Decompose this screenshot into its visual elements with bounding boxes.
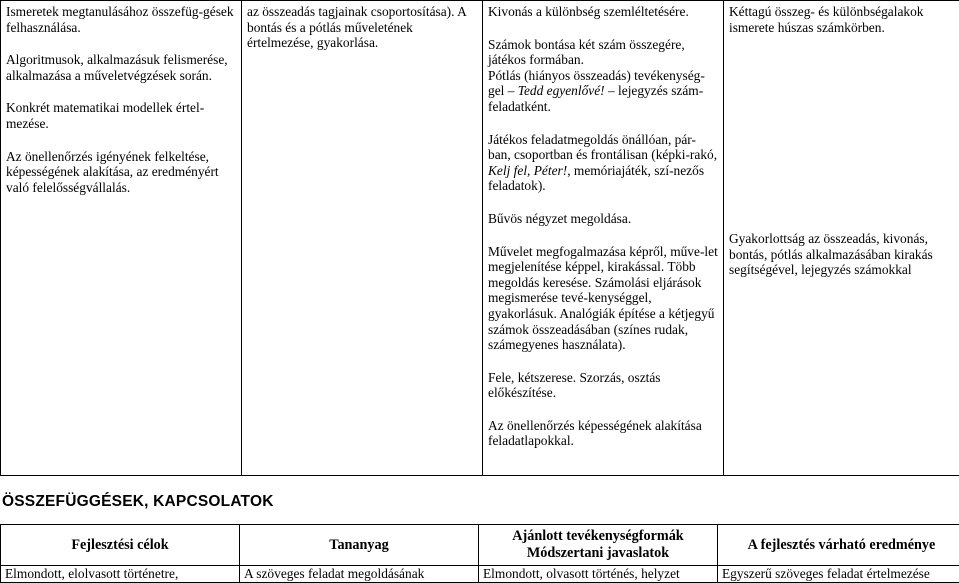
section-heading: ÖSSZEFÜGGÉSEK, KAPCSOLATOK <box>2 493 274 511</box>
column-header: Fejlesztési célok <box>1 525 240 566</box>
table-cell: Elmondott, elolvasott történetre, <box>1 566 240 583</box>
table-cell: Elmondott, olvasott történés, helyzet <box>479 566 718 583</box>
activity-text-part: – lejegyzés szám-feladatként. <box>488 83 703 114</box>
column-header: A fejlesztés várható eredménye <box>718 525 959 566</box>
table-row <box>1 566 959 583</box>
goal-text: Ismeretek megtanulásához összefüg-gések felhasználása. <box>6 4 236 35</box>
activity-text-part: Játékos feladatmegoldás önállóan, pár-ban, csoportban és frontálisan (képki-rakó, <box>488 132 717 163</box>
table-row <box>1 1 959 476</box>
goal-text: Az önellenőrzés igényének felkeltése, képességének alakítása, az eredményért való felelősségvállalás. <box>6 149 236 196</box>
activity-text: Bűvös négyzet megoldása. <box>488 211 718 227</box>
activity-game-name: Kelj fel, Péter! <box>488 163 567 178</box>
table-cell: Egyszerű szöveges feladat értelmezése <box>718 566 959 583</box>
activity-text: Az önellenőrzés képességének alakítása feladatlapokkal. <box>488 418 718 449</box>
activities-cell <box>483 1 724 476</box>
activity-text <box>488 68 718 115</box>
goal-text: Konkrét matematikai modellek értel-mezése. <box>6 100 236 131</box>
activity-text: Kivonás a különbség szemléltetésére. <box>488 4 718 20</box>
table-header-row <box>1 525 959 566</box>
activity-game-name: Tedd egyenlővé! <box>518 83 605 98</box>
development-goals-cell <box>1 1 242 476</box>
connections-table <box>0 524 959 583</box>
curriculum-content-cell <box>242 1 483 476</box>
content-text: az összeadás tagjainak csoportosítása). A bontás és a pótlás műveletének értelmezése, gyakorlása. <box>247 4 477 51</box>
activity-text: Művelet megfogalmazása képről, műve-let megjelenítése képpel, kirakással. Több megoldás keresése. Számolási eljárások megismerése tevé-kenységgel, gyakorlásuk. Analógiák építése a kétjegyű számok összeadásában (színes rudak, számegyenes használata). <box>488 244 718 353</box>
expected-results-cell <box>724 1 959 476</box>
activity-text: Fele, kétszerese. Szorzás, osztás előkészítése. <box>488 370 718 401</box>
table-cell: A szöveges feladat megoldásának <box>240 566 479 583</box>
result-text: Kéttagú összeg- és különbségalakok ismerete húszas számkörben. <box>729 4 959 35</box>
goal-text: Algoritmusok, alkalmazásuk felismerése, alkalmazása a műveletvégzések során. <box>6 52 236 83</box>
activity-text: Számok bontása két szám összegére, játékos formában. <box>488 37 718 68</box>
column-header: Ajánlott tevékenységformák Módszertani javaslatok <box>479 525 718 566</box>
activity-text-part: , memóriajáték, szí-nezős feladatok). <box>488 163 704 194</box>
activity-text-part: Pótlás (hiányos összeadás) tevékenység-gel – <box>488 68 705 99</box>
activity-text <box>488 132 718 194</box>
result-text: Gyakorlottság az összeadás, kivonás, bontás, pótlás alkalmazásában kirakás segítségével, lejegyzés számokkal <box>729 231 959 278</box>
column-header: Tananyag <box>240 525 479 566</box>
